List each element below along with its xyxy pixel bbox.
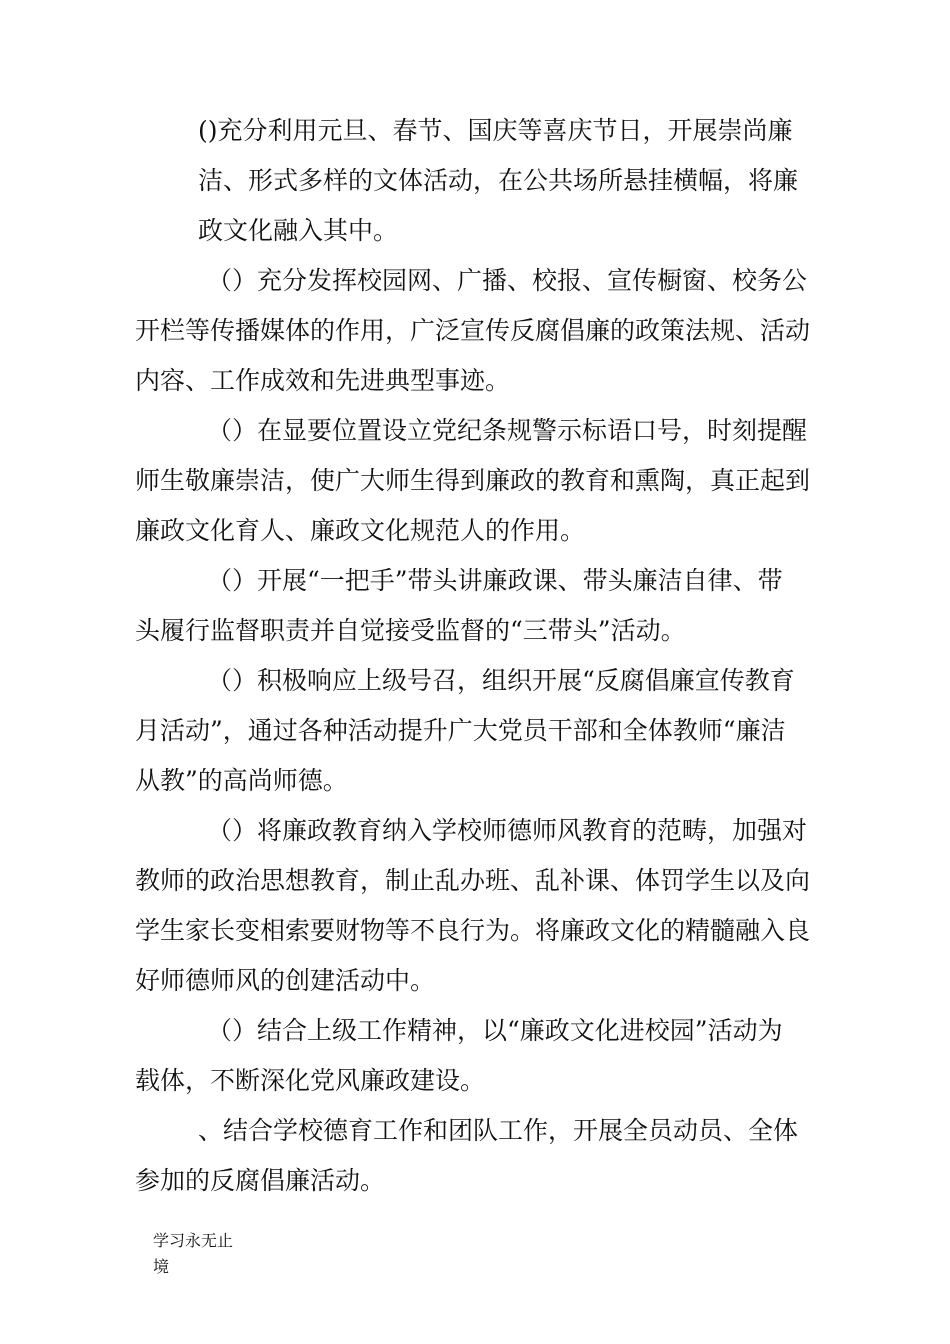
paragraph-line: 教师的政治思想教育，制止乱办班、乱补课、体罚学生以及向 xyxy=(135,866,811,895)
footer-line: 学习永无止 xyxy=(153,1231,234,1250)
paragraph-5 xyxy=(135,656,795,806)
paragraph-line: （）积极响应上级号召，组织开展“反腐倡廉宣传教育 xyxy=(207,666,795,695)
paragraph-7 xyxy=(135,1006,783,1106)
paragraph-line: （）结合上级工作精神，以“廉政文化进校园”活动为 xyxy=(207,1016,783,1045)
paragraph-line: 廉政文化育人、廉政文化规范人的作用。 xyxy=(135,516,586,545)
paragraph-line: （）在显要位置设立党纪条规警示标语口号，时刻提醒 xyxy=(207,416,808,445)
paragraph-line: 学生家长变相索要财物等不良行为。将廉政文化的精髓融入良 xyxy=(135,916,811,945)
footer-line: 境 xyxy=(153,1257,170,1276)
paragraph-line: ()充分利用元旦、春节、国庆等喜庆节日，开展崇尚廉 xyxy=(198,116,793,145)
paragraph-6 xyxy=(135,806,810,1006)
paragraph-line: 师生敬廉崇洁，使广大师生得到廉政的教育和熏陶，真正起到 xyxy=(135,466,811,495)
paragraph-line: 月活动”，通过各种活动提升广大党员干部和全体教师“廉洁 xyxy=(135,716,786,745)
page-footer xyxy=(153,1228,263,1280)
paragraph-line: 、结合学校德育工作和团队工作，开展全员动员、全体 xyxy=(198,1116,799,1145)
paragraph-line: 好师德师风的创建活动中。 xyxy=(135,966,436,995)
paragraph-line: 政文化融入其中。 xyxy=(198,216,399,245)
paragraph-line: 开栏等传播媒体的作用，广泛宣传反腐倡廉的政策法规、活动 xyxy=(135,316,811,345)
paragraph-line: 从教”的高尚师德。 xyxy=(135,766,348,795)
paragraph-1 xyxy=(198,106,798,256)
paragraph-line: （）将廉政教育纳入学校师德师风教育的范畴，加强对 xyxy=(207,816,808,845)
paragraph-8 xyxy=(135,1106,798,1206)
paragraph-line: 载体，不断深化党风廉政建设。 xyxy=(135,1066,486,1095)
paragraph-line: 参加的反腐倡廉活动。 xyxy=(135,1166,386,1195)
paragraph-2 xyxy=(135,256,810,406)
paragraph-line: 头履行监督职责并自觉接受监督的“三带头”活动。 xyxy=(135,616,686,645)
paragraph-line: 内容、工作成效和先进典型事迹。 xyxy=(135,366,511,395)
paragraph-line: （）充分发挥校园网、广播、校报、宣传橱窗、校务公 xyxy=(207,266,808,295)
paragraph-4 xyxy=(135,556,783,656)
paragraph-line: （）开展“一把手”带头讲廉政课、带头廉洁自律、带 xyxy=(207,566,783,595)
paragraph-line: 洁、形式多样的文体活动，在公共场所悬挂横幅，将廉 xyxy=(198,166,799,195)
paragraph-3 xyxy=(135,406,810,556)
